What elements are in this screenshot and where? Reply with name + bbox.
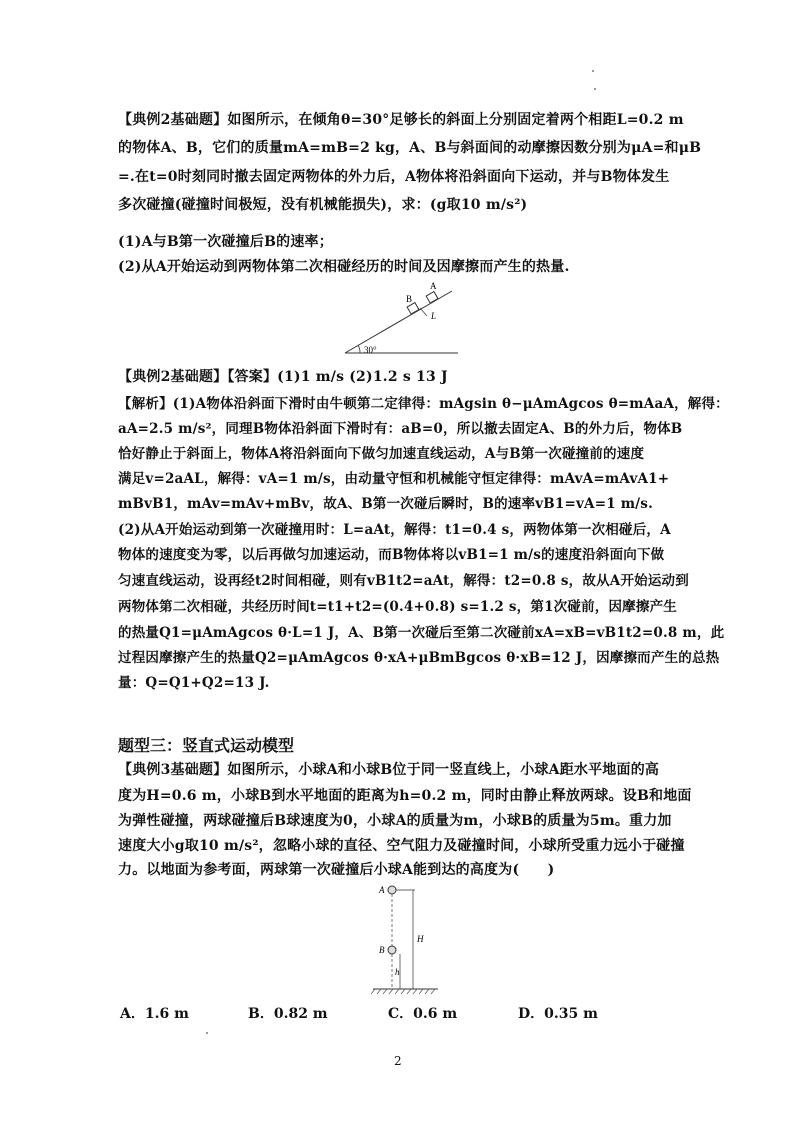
section-heading: 题型三：竖直式运动模型 — [118, 736, 295, 755]
height-total-label: H — [417, 934, 424, 944]
example2-line: 的物体A、B，它们的质量mA=mB=2 kg，A、B与斜面间的动摩擦因数分别为μA=和μB — [118, 140, 702, 156]
example2-line: 多次碰撞(碰撞时间极短，没有机械能损失)，求：(g取10 m/s²) — [118, 197, 528, 213]
block-a-label: A — [430, 281, 437, 291]
example2-line: (1)A与B第一次碰撞后B的速率； — [118, 234, 333, 250]
option-d[interactable]: D．0.35 m — [518, 1006, 598, 1022]
example2-line: 【典例2基础题】如图所示，在倾角θ=30°足够长的斜面上分别固定着两个相距L=0.2 m — [118, 112, 684, 128]
ball-b-label: B — [379, 945, 385, 955]
angle-arc — [358, 345, 360, 353]
incline-surface — [345, 291, 452, 353]
page-speck — [594, 88, 596, 90]
angle-label: 30° — [364, 345, 377, 355]
solution-line: 量：Q=Q1+Q2=13 J. — [118, 675, 270, 691]
example2-line: (2)从A开始运动到两物体第二次相碰经历的时间及因摩擦而产生的热量. — [118, 259, 570, 275]
solution-line: 满足v=2aAL，解得：vA=1 m/s，由动量守恒和机械能守恒定律得：mAvA=mAvA1+ — [118, 471, 670, 487]
example3-line: 度为H=0.6 m，小球B到水平地面的距离为h=0.2 m，同时由静止释放两球。设B和地面 — [118, 788, 692, 804]
solution-line: (2)从A开始运动到第一次碰撞用时：L=aAt，解得：t1=0.4 s，两物体第一次相碰后，A — [118, 522, 671, 538]
solution-line: 两物体第二次相碰，共经历时间t=t1+t2=(0.4+0.8) s=1.2 s，第1次碰前，因摩擦产生 — [118, 599, 677, 615]
solution-line: 物体的速度变为零，以后再做匀加速运动，而B物体将以vB1=1 m/s的速度沿斜面向下做 — [118, 547, 665, 563]
option-b[interactable]: B．0.82 m — [248, 1006, 328, 1022]
solution-line: mBvB1，mAv=mAv+mBv，故A、B第一次碰后瞬时，B的速率vB1=vA=1 m/s. — [118, 496, 654, 512]
ball-a-label: A — [379, 885, 385, 895]
block-b-label: B — [406, 294, 413, 304]
example3-line: 力。以地面为参考面，两球第一次碰撞后小球A能到达的高度为( ) — [118, 862, 555, 878]
solution-line: 过程因摩擦产生的热量Q2=μAmAgcos θ·xA+μBmBgcos θ·xB=12 J，因摩擦而产生的总热 — [118, 650, 720, 666]
height-b-label: h — [395, 967, 400, 977]
ball-a — [388, 886, 396, 894]
page-speck — [206, 1032, 208, 1034]
example3-line: 为弹性碰撞，两球碰撞后B球速度为0，小球A的质量为m，小球B的质量为5m。重力加 — [118, 813, 672, 829]
solution-line: aA=2.5 m/s²，同理B物体沿斜面下滑时有：aB=0，所以撤去固定A、B的外力后，物体B — [118, 421, 683, 437]
example2-line: =.在t=0时刻同时撤去固定两物体的外力后，A物体将沿斜面向下运动，并与B物体发生 — [118, 169, 670, 185]
solution-line: 恰好静止于斜面上，物体A将沿斜面向下做匀加速直线运动，A与B第一次碰撞前的速度 — [118, 446, 645, 462]
option-c[interactable]: C．0.6 m — [388, 1006, 458, 1022]
ball-b — [388, 946, 396, 954]
solution-line: 【解析】(1)A物体沿斜面下滑时由牛顿第二定律得：mAgsin θ−μAmAgcos θ=mAaA，解得： — [118, 396, 729, 412]
vertical-drop-figure — [365, 880, 445, 995]
distance-label: L — [431, 311, 437, 321]
incline-figure — [340, 278, 465, 358]
solution-line: 匀速直线运动，设再经t2时间相碰，则有vB1t2=aAt，解得：t2=0.8 s，故从A开始运动到 — [118, 573, 689, 589]
page-number: 2 — [394, 1054, 402, 1068]
block-b — [407, 303, 419, 314]
distance-marker — [420, 308, 427, 316]
option-a[interactable]: A．1.6 m — [120, 1006, 189, 1022]
solution-line: 的热量Q1=μAmAgcos θ·L=1 J，A、B第一次碰后至第二次碰前xA=xB=vB1t2=0.8 m，此 — [118, 625, 725, 641]
block-a — [426, 292, 438, 303]
example3-line: 速度大小g取10 m/s²，忽略小球的直径、空气阻力及碰撞时间，小球所受重力远小于碰撞 — [118, 838, 685, 854]
page-speck — [592, 70, 594, 72]
example3-line: 【典例3基础题】如图所示，小球A和小球B位于同一竖直线上，小球A距水平地面的高 — [118, 762, 660, 778]
answer-line: 【典例2基础题】【答案】(1)1 m/s (2)1.2 s 13 J — [118, 369, 448, 385]
